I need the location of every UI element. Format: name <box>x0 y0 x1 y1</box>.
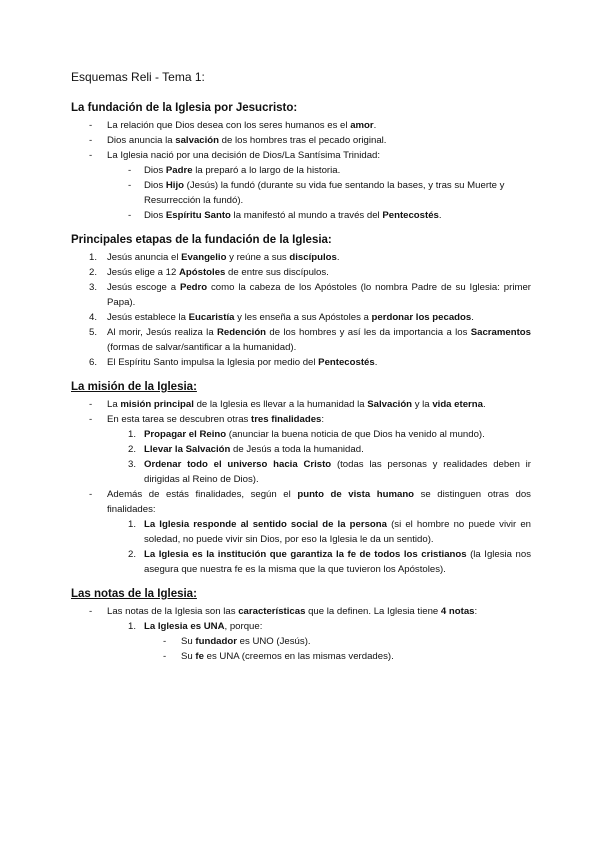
list-item: - Dios anuncia la salvación de los hombres tras el pecado original. <box>89 135 387 146</box>
etapas-list <box>71 250 531 370</box>
dash-marker: - <box>128 180 132 191</box>
number-marker: 1. <box>128 519 137 530</box>
number-marker: 2. <box>128 549 137 560</box>
dash-marker: - <box>128 210 132 221</box>
dash-marker: - <box>89 489 93 500</box>
sub-list-item: - Dios Hijo (Jesús) la fundó (durante su vida fue sentando la bases, y tras su Muerte y Resurrección la fundó). <box>128 180 505 206</box>
list-item: 5. Al morir, Jesús realiza la Redención de los hombres y así les da importancia a los Sacramentos (formas de salvar/santificar a la humanidad). <box>89 327 531 353</box>
list-item: 3. Jesús escoge a Pedro como la cabeza de los Apóstoles (lo nombra Padre de su Iglesia: primer Papa). <box>89 282 531 308</box>
dash-marker: - <box>89 150 93 161</box>
section-heading-mision: La misión de la Iglesia: <box>71 381 197 393</box>
number-marker: 3. <box>89 282 98 293</box>
list-item: - En esta tarea se descubren otras tres finalidades: <box>89 414 325 425</box>
section-heading-fundacion: La fundación de la Iglesia por Jesucristo: <box>71 102 298 114</box>
sub-list-item: 2. Llevar la Salvación de Jesús a toda la humanidad. <box>128 444 364 455</box>
dash-marker: - <box>163 651 167 662</box>
dash-marker: - <box>89 414 93 425</box>
dash-marker: - <box>89 399 93 410</box>
list-item: 1. Jesús anuncia el Evangelio y reúne a sus discípulos. <box>89 252 340 263</box>
notas-list <box>71 604 531 664</box>
fundacion-list <box>71 118 531 223</box>
number-marker: 3. <box>128 459 137 470</box>
sub-list-item: 1. La Iglesia es UNA, porque: <box>128 621 263 632</box>
section-heading-etapas: Principales etapas de la fundación de la Iglesia: <box>71 234 332 246</box>
sub-sub-list-item: - Su fe es UNA (creemos en las mismas verdades). <box>163 651 394 662</box>
dash-marker: - <box>163 636 167 647</box>
number-marker: 1. <box>128 621 137 632</box>
sub-list-item: 1. La Iglesia responde al sentido social de la persona (si el hombre no puede vivir en soledad, no puede vivir sin Dios, por eso la Iglesia le da un sentido). <box>128 519 531 545</box>
list-item: - Las notas de la Iglesia son las características que la definen. La Iglesia tiene 4 notas: <box>89 606 478 617</box>
sub-sub-list-item: - Su fundador es UNO (Jesús). <box>163 636 311 647</box>
number-marker: 1. <box>128 429 137 440</box>
list-item: 6. El Espíritu Santo impulsa la Iglesia por medio del Pentecostés. <box>89 357 378 368</box>
list-item: - La misión principal de la Iglesia es llevar a la humanidad la Salvación y la vida eterna. <box>89 399 486 410</box>
sub-list-item: - Dios Espíritu Santo la manifestó al mundo a través del Pentecostés. <box>128 210 442 221</box>
list-item: 4. Jesús establece la Eucaristía y les enseña a sus Apóstoles a perdonar los pecados. <box>89 312 474 323</box>
number-marker: 1. <box>89 252 98 263</box>
list-item: - La Iglesia nació por una decisión de Dios/La Santísima Trinidad: <box>89 150 381 161</box>
number-marker: 2. <box>89 267 98 278</box>
list-item: 2. Jesús elige a 12 Apóstoles de entre sus discípulos. <box>89 267 329 278</box>
list-item: - Además de estás finalidades, según el punto de vista humano se distinguen otras dos finalidades: <box>89 489 531 515</box>
mision-list <box>71 397 531 577</box>
number-marker: 2. <box>128 444 137 455</box>
document-title: Esquemas Reli - Tema 1: <box>71 70 205 84</box>
number-marker: 6. <box>89 357 98 368</box>
dash-marker: - <box>89 135 93 146</box>
dash-marker: - <box>128 165 132 176</box>
sub-list-item: 1. Propagar el Reino (anunciar la buena noticia de que Dios ha venido al mundo). <box>128 429 485 440</box>
document-content <box>71 70 531 664</box>
section-heading-notas: Las notas de la Iglesia: <box>71 588 197 600</box>
dash-marker: - <box>89 606 93 617</box>
number-marker: 4. <box>89 312 98 323</box>
dash-marker: - <box>89 120 93 131</box>
list-item: - La relación que Dios desea con los seres humanos es el amor. <box>89 120 377 131</box>
sub-list-item: 3. Ordenar todo el universo hacia Cristo (todas las personas y realidades deben ir dirigidas al Reino de Dios). <box>128 459 531 485</box>
number-marker: 5. <box>89 327 98 338</box>
sub-list-item: 2. La Iglesia es la institución que garantiza la fe de todos los cristianos (la Iglesia nos asegura que nuestra fe es la misma que la que tuvieron los Apóstoles). <box>128 549 531 575</box>
sub-list-item: - Dios Padre la preparó a lo largo de la historia. <box>128 165 341 176</box>
